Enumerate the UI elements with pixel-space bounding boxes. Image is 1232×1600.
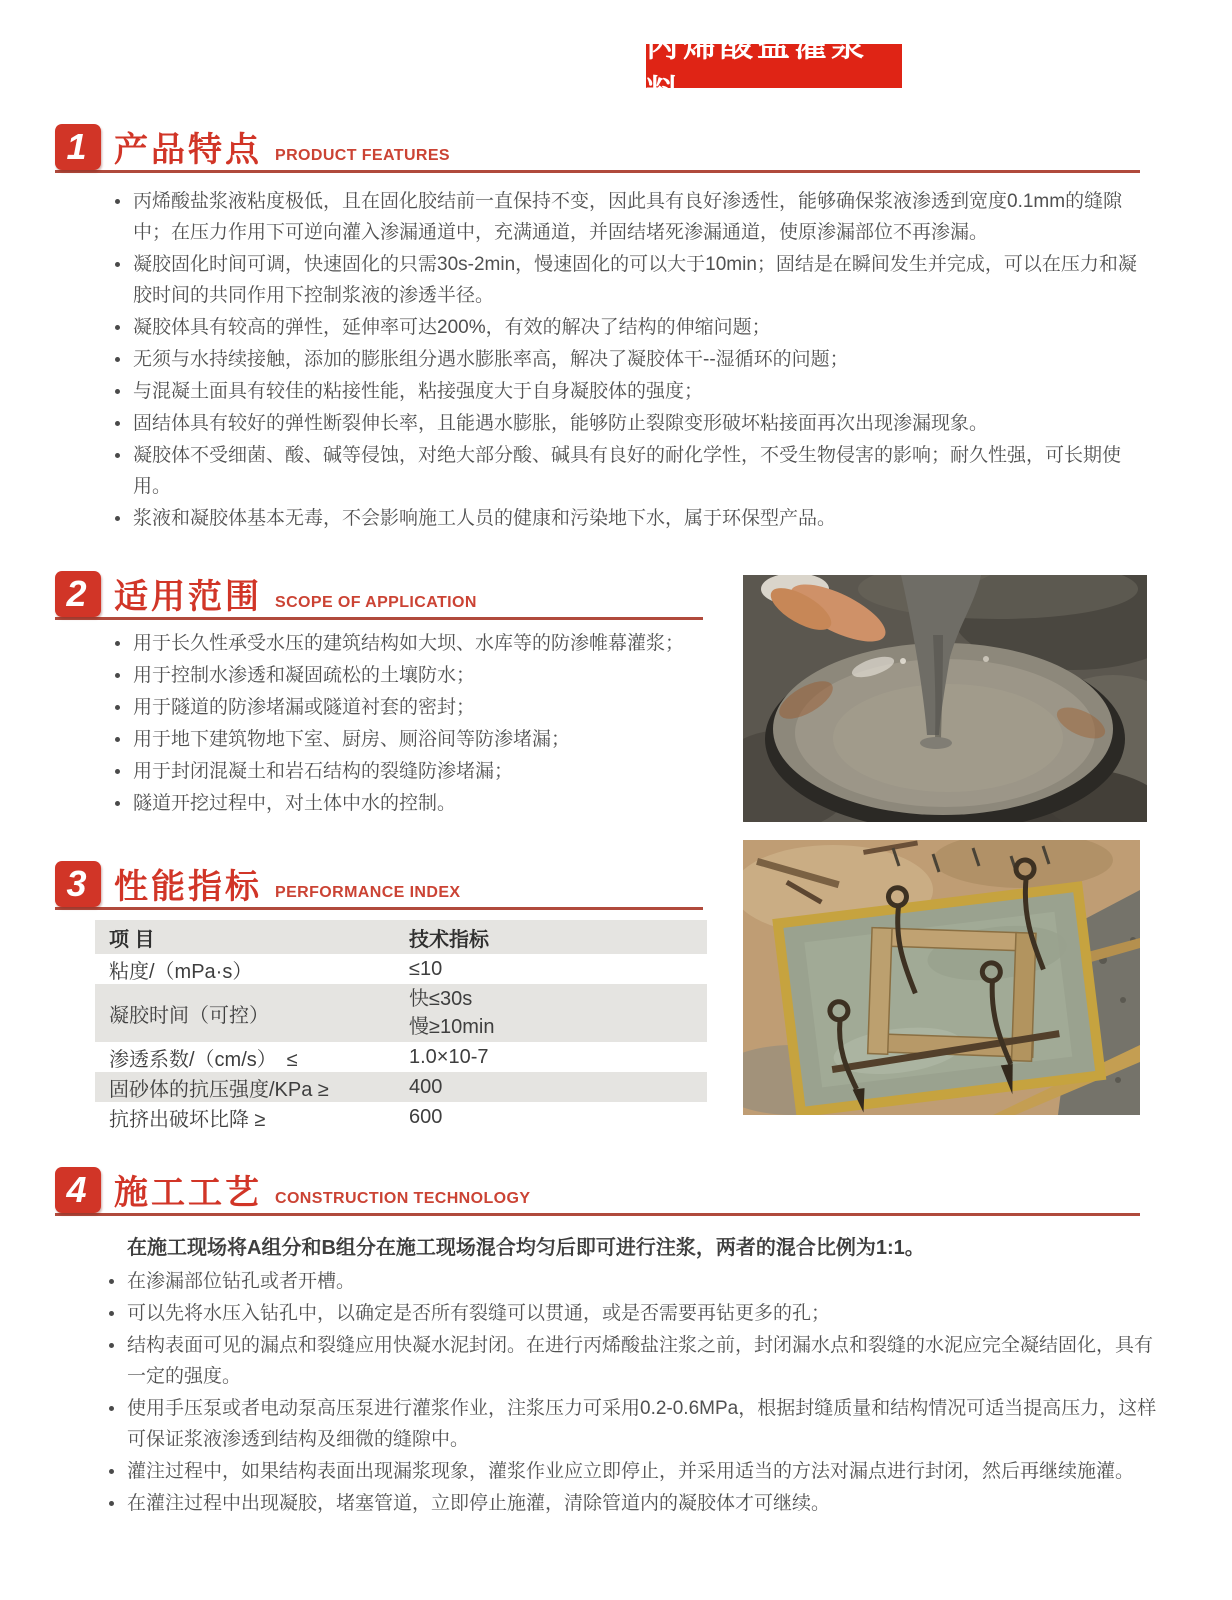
section-title: 施工工艺 xyxy=(114,1174,262,1212)
table-header-row xyxy=(95,920,707,954)
construction-list xyxy=(100,1266,1160,1520)
section-number-badge: 1 xyxy=(55,124,101,170)
row-label: 渗透系数/（cm/s） ≤ xyxy=(109,1048,298,1071)
list-item: 可以先将水压入钻孔中，以确定是否所有裂缝可以贯通，或是否需要再钻更多的孔； xyxy=(100,1298,1160,1329)
row-label: 粘度/（mPa·s） xyxy=(109,960,253,983)
list-item: 使用手压泵或者电动泵高压泵进行灌浆作业，注浆压力可采用0.2-0.6MPa，根据封缝质量和结构情况可适当提高压力，这样可保证浆液渗透到结构及细微的缝隙中。 xyxy=(100,1393,1160,1455)
section-title: 产品特点 xyxy=(114,131,262,169)
table-header-item: 项 目 xyxy=(109,928,155,951)
table-header-index: 技术指标 xyxy=(409,928,489,951)
section-header-construction xyxy=(55,1164,1140,1216)
section-subtitle: CONSTRUCTION TECHNOLOGY xyxy=(275,1190,531,1207)
list-item: 凝胶固化时间可调，快速固化的只需30s-2min，慢速固化的可以大于10min；固结是在瞬间发生并完成，可以在压力和凝胶时间的共同作用下控制浆液的渗透半径。 xyxy=(106,249,1142,311)
list-item: 用于长久性承受水压的建筑结构如大坝、水库等的防渗帷幕灌浆； xyxy=(106,628,730,659)
row-value: ≤10 xyxy=(409,957,443,980)
section-subtitle: PERFORMANCE INDEX xyxy=(275,884,461,901)
list-item: 灌注过程中，如果结构表面出现漏浆现象，灌浆作业应立即停止，并采用适当的方法对漏点进行封闭，然后再继续施灌。 xyxy=(100,1456,1160,1487)
section-number-badge: 2 xyxy=(55,571,101,617)
list-item: 与混凝土面具有较佳的粘接性能，粘接强度大于自身凝胶体的强度； xyxy=(106,376,1142,407)
section-subtitle: SCOPE OF APPLICATION xyxy=(275,594,477,611)
list-item: 在灌注过程中出现凝胶，堵塞管道，立即停止施灌，清除管道内的凝胶体才可继续。 xyxy=(100,1488,1160,1519)
table-row xyxy=(95,1042,707,1072)
row-value: 1.0×10-7 xyxy=(409,1045,489,1068)
section-header-scope xyxy=(55,568,703,620)
list-item: 结构表面可见的漏点和裂缝应用快凝水泥封闭。在进行丙烯酸盐注浆之前，封闭漏水点和裂缝的水泥应完全凝结固化，具有一定的强度。 xyxy=(100,1330,1160,1392)
section-title: 适用范围 xyxy=(114,578,262,616)
list-item: 用于封闭混凝土和岩石结构的裂缝防渗堵漏； xyxy=(106,756,730,787)
list-item: 隧道开挖过程中，对土体中水的控制。 xyxy=(106,788,730,819)
row-value xyxy=(401,985,707,1041)
list-item: 凝胶体具有较高的弹性，延伸率可达200%，有效的解决了结构的伸缩问题； xyxy=(106,312,1142,343)
list-item: 固结体具有较好的弹性断裂伸长率，且能遇水膨胀，能够防止裂隙变形破坏粘接面再次出现渗漏现象。 xyxy=(106,408,1142,439)
table-row xyxy=(95,984,707,1042)
list-item: 无须与水持续接触，添加的膨胀组分遇水膨胀率高，解决了凝胶体干--湿循环的问题； xyxy=(106,344,1142,375)
row-label: 固砂体的抗压强度/KPa ≥ xyxy=(109,1078,329,1101)
list-item: 用于控制水渗透和凝固疏松的土壤防水； xyxy=(106,660,730,691)
list-item: 用于地下建筑物地下室、厨房、厕浴间等防渗堵漏； xyxy=(106,724,730,755)
table-row xyxy=(95,1102,707,1132)
features-list xyxy=(106,186,1142,535)
section-title: 性能指标 xyxy=(114,868,262,906)
row-label: 凝胶时间（可控） xyxy=(109,1004,269,1027)
formwork-grouting-photo xyxy=(743,840,1140,1115)
row-value: 600 xyxy=(409,1105,443,1128)
table-row xyxy=(95,954,707,984)
row-label: 抗挤出破坏比降 ≥ xyxy=(109,1108,266,1131)
section-number-badge: 3 xyxy=(55,861,101,907)
row-value-line: 慢≥10min xyxy=(409,1016,495,1038)
row-value: 400 xyxy=(409,1075,443,1098)
grout-mixing-photo xyxy=(743,575,1147,822)
section-number-badge: 4 xyxy=(55,1167,101,1213)
list-item: 丙烯酸盐浆液粘度极低，且在固化胶结前一直保持不变，因此具有良好渗透性，能够确保浆液渗透到宽度0.1mm的缝隙中；在压力作用下可逆向灌入渗漏通道中，充满通道，并固结堵死渗漏通道，使原渗漏部位不再渗漏。 xyxy=(106,186,1142,248)
section-subtitle: PRODUCT FEATURES xyxy=(275,147,450,164)
list-item: 在渗漏部位钻孔或者开槽。 xyxy=(100,1266,1160,1297)
scope-list xyxy=(106,628,730,820)
construction-intro: 在施工现场将A组分和B组分在施工现场混合均匀后即可进行注浆，两者的混合比例为1:1。 xyxy=(127,1237,925,1259)
product-title-banner: 丙烯酸盐灌浆料 xyxy=(646,44,902,88)
section-header-performance xyxy=(55,858,703,910)
list-item: 浆液和凝胶体基本无毒，不会影响施工人员的健康和污染地下水，属于环保型产品。 xyxy=(106,503,1142,534)
list-item: 用于隧道的防渗堵漏或隧道衬套的密封； xyxy=(106,692,730,723)
row-value-line: 快≤30s xyxy=(409,988,473,1010)
table-row xyxy=(95,1072,707,1102)
list-item: 凝胶体不受细菌、酸、碱等侵蚀，对绝大部分酸、碱具有良好的耐化学性，不受生物侵害的影响；耐久性强，可长期使用。 xyxy=(106,440,1142,502)
section-header-features xyxy=(55,121,1140,173)
performance-table xyxy=(95,920,707,1132)
